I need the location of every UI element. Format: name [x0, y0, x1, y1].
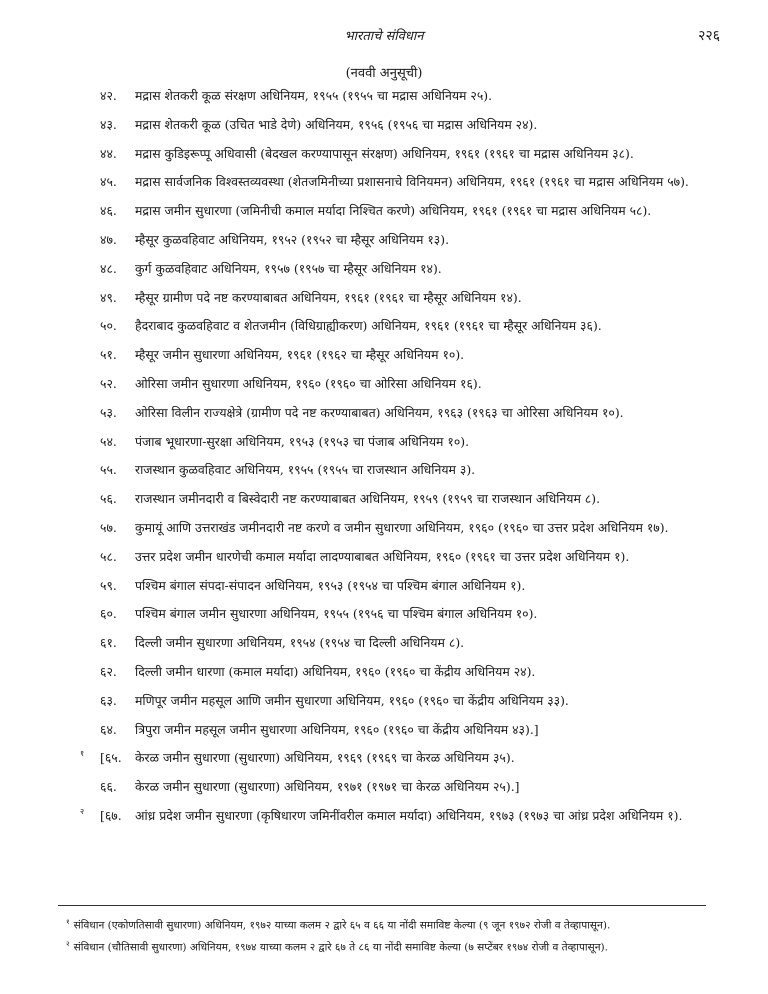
entry-number: ६४.	[100, 721, 117, 737]
list-item	[80, 460, 720, 489]
entry-number: [६७.	[100, 807, 122, 823]
list-item	[80, 86, 720, 115]
entry-text: म्हैसूर ग्रामीण पदे नष्ट करण्याबाबत अधिनियम, १९६१ (१९६१ चा म्हैसूर अधिनियम १४).	[135, 289, 522, 305]
page-number: २२६	[698, 28, 720, 44]
list-item	[80, 374, 720, 403]
entry-text: मणिपूर जमीन महसूल आणि जमीन सुधारणा अधिनियम, १९६० (१९६० चा केंद्रीय अधिनियम ३३).	[135, 692, 569, 708]
entry-text: कुमायूं आणि उत्तराखंड जमीनदारी नष्ट करणे व जमीन सुधारणा अधिनियम, १९६० (१९६० चा उत्तर प्रदेश अधिनियम १७).	[135, 519, 669, 535]
footnote-divider	[58, 905, 706, 906]
entry-text: पश्चिम बंगाल संपदा-संपादन अधिनियम, १९५३ (१९५४ चा पश्चिम बंगाल अधिनियम १).	[135, 577, 526, 593]
list-item	[80, 576, 720, 605]
entry-number: ६२.	[100, 663, 117, 679]
footnote-mark: १	[66, 918, 70, 926]
list-item	[80, 662, 720, 691]
list-item	[80, 345, 720, 374]
entry-number: ५२.	[100, 375, 117, 391]
entry-text: पंजाब भूधारणा-सुरक्षा अधिनियम, १९५३ (१९५३ चा पंजाब अधिनियम १०).	[135, 433, 470, 449]
entry-number: ५०.	[100, 318, 117, 334]
list-item	[80, 518, 720, 547]
list-item	[80, 432, 720, 461]
list-item	[80, 691, 720, 720]
list-item	[80, 201, 720, 230]
entry-number: ६०.	[100, 606, 117, 622]
entry-number: ४८.	[100, 260, 117, 276]
entry-text: दिल्ली जमीन सुधारणा अधिनियम, १९५४ (१९५४ चा दिल्ली अधिनियम ८).	[135, 635, 465, 651]
entry-number: ५७.	[100, 519, 117, 535]
footnote-text: संविधान (एकोणतिसावी सुधारणा) अधिनियम, १९७२ याच्या कलम २ द्वारे ६५ व ६६ या नोंदी समाविष्ट केल्या (९ जून १९७२ रोजी व तेव्हापासून).	[73, 919, 611, 932]
list-item	[80, 489, 720, 518]
entry-number: ४४.	[100, 145, 117, 161]
entry-text: पश्चिम बंगाल जमीन सुधारणा अधिनियम, १९५५ (१९५६ चा पश्चिम बंगाल अधिनियम १०).	[135, 606, 538, 622]
footnotes	[66, 913, 726, 956]
entry-text: दिल्ली जमीन धारणा (कमाल मर्यादा) अधिनियम, १९६० (१९६० चा केंद्रीय अधिनियम २४).	[135, 663, 536, 679]
list-item	[80, 230, 720, 259]
entry-text: राजस्थान जमीनदारी व बिस्वेदारी नष्ट करण्याबाबत अधिनियम, १९५९ (१९५९ चा राजस्थान अधिनियम ८).	[135, 491, 601, 507]
entry-text: केरळ जमीन सुधारणा (सुधारणा) अधिनियम, १९७१ (१९७१ चा केरळ अधिनियम २५).]	[135, 779, 520, 795]
footnote	[66, 913, 726, 935]
entry-number: ४९.	[100, 289, 117, 305]
entry-number: ४२.	[100, 88, 117, 103]
entry-number: ४३.	[100, 116, 117, 132]
entry-text: ओरिसा विलीन राज्यक्षेत्रे (ग्रामीण पदे नष्ट करण्याबाबत) अधिनियम, १९६३ (१९६३ चा ओरिसा अधिनियम १०).	[135, 404, 624, 420]
entry-number: ४५.	[100, 174, 117, 190]
list-item	[80, 604, 720, 633]
footnote-mark: २	[66, 939, 70, 948]
entry-number: ६६.	[100, 779, 117, 795]
entry-number: ५८.	[100, 548, 117, 564]
entry-number: ६३.	[100, 692, 117, 708]
list-item	[80, 633, 720, 662]
list-item	[80, 172, 720, 201]
entry-number: [६५.	[100, 750, 122, 766]
list-item	[80, 316, 720, 345]
entry-text: मद्रास कुडिइरूप्पू अधिवासी (बेदखल करण्यापासून संरक्षण) अधिनियम, १९६१ (१९६१ चा मद्रास अधिनियम ३८).	[135, 145, 634, 161]
footnote-reference-mark: २	[80, 806, 85, 816]
entry-text: केरळ जमीन सुधारणा (सुधारणा) अधिनियम, १९६९ (१९६९ चा केरळ अधिनियम ३५).	[135, 750, 515, 766]
entry-number: ४६.	[100, 203, 117, 219]
entry-number: ५६.	[100, 491, 117, 507]
running-title: भारताचे संविधान	[344, 29, 424, 44]
entry-number: ५३.	[100, 404, 117, 420]
list-item	[80, 259, 720, 288]
list-item	[80, 403, 720, 432]
entry-text: राजस्थान कुळवहिवाट अधिनियम, १९५५ (१९५५ चा राजस्थान अधिनियम ३).	[135, 462, 476, 478]
list-item	[80, 288, 720, 317]
footnote	[66, 935, 726, 957]
list-item	[80, 720, 720, 749]
entry-number: ४७.	[100, 231, 117, 247]
entry-text: आंध्र प्रदेश जमीन सुधारणा (कृषिधारण जमिनींवरील कमाल मर्यादा) अधिनियम, १९७३ (१९७३ चा आंध्र प्रदेश अधिनियम १).	[135, 807, 683, 823]
entry-text: ओरिसा जमीन सुधारणा अधिनियम, १९६० (१९६० चा ओरिसा अधिनियम १६).	[135, 375, 482, 391]
entry-text: मद्रास जमीन सुधारणा (जमिनीची कमाल मर्यादा निश्चित करणे) अधिनियम, १९६१ (१९६१ चा मद्रास अधिनियम ५८).	[135, 203, 652, 219]
entry-text: हैदराबाद कुळवहिवाट व शेतजमीन (विधिग्राह्यीकरण) अधिनियम, १९६१ (१९६१ चा म्हैसूर अधिनियम ३६).	[135, 318, 602, 334]
entry-number: ५४.	[100, 433, 117, 449]
entry-text: म्हैसूर जमीन सुधारणा अधिनियम, १९६१ (१९६२ चा म्हैसूर अधिनियम १०).	[135, 347, 465, 363]
entry-number: ६१.	[100, 635, 117, 651]
entry-text: कुर्ग कुळवहिवाट अधिनियम, १९५७ (१९५७ चा म्हैसूर अधिनियम १४).	[135, 260, 442, 276]
list-item	[80, 748, 720, 777]
list-item	[80, 547, 720, 576]
list-item	[80, 777, 720, 806]
list-item	[80, 144, 720, 173]
entry-number: ५१.	[100, 347, 117, 363]
entry-text: मद्रास सार्वजनिक विश्वस्तव्यवस्था (शेतजमिनीच्या प्रशासनाचे विनियमन) अधिनियम, १९६१ (१९६१ चा मद्रास अधिनियम ५७).	[135, 174, 689, 190]
entry-text: म्हैसूर कुळवहिवाट अधिनियम, १९५२ (१९५२ चा म्हैसूर अधिनियम १३).	[135, 231, 450, 247]
entries-list	[80, 86, 720, 835]
entry-text: उत्तर प्रदेश जमीन धारणेची कमाल मर्यादा लादण्याबाबत अधिनियम, १९६० (१९६१ चा उत्तर प्रदेश अधिनियम १).	[135, 548, 630, 564]
list-item	[80, 115, 720, 144]
list-item	[80, 806, 720, 835]
schedule-heading: (नववी अनुसूची)	[345, 66, 423, 81]
footnote-reference-mark: १	[80, 749, 85, 759]
entry-text: त्रिपुरा जमीन महसूल जमीन सुधारणा अधिनियम, १९६० (१९६० चा केंद्रीय अधिनियम ४३).]	[135, 721, 539, 737]
entry-text: मद्रास शेतकरी कूळ संरक्षण अधिनियम, १९५५ (१९५५ चा मद्रास अधिनियम २५).	[135, 88, 493, 103]
entry-number: ५५.	[100, 462, 117, 478]
entry-number: ५९.	[100, 577, 117, 593]
entry-text: मद्रास शेतकरी कूळ (उचित भाडे देणे) अधिनियम, १९५६ (१९५६ चा मद्रास अधिनियम २४).	[135, 116, 538, 132]
footnote-text: संविधान (चौतिसावी सुधारणा) अधिनियम, १९७४ याच्या कलम २ द्वारे ६७ ते ८६ या नोंदी समाविष्ट केल्या (७ सप्टेंबर १९७४ रोजी व तेव्हापासून).	[73, 941, 608, 953]
